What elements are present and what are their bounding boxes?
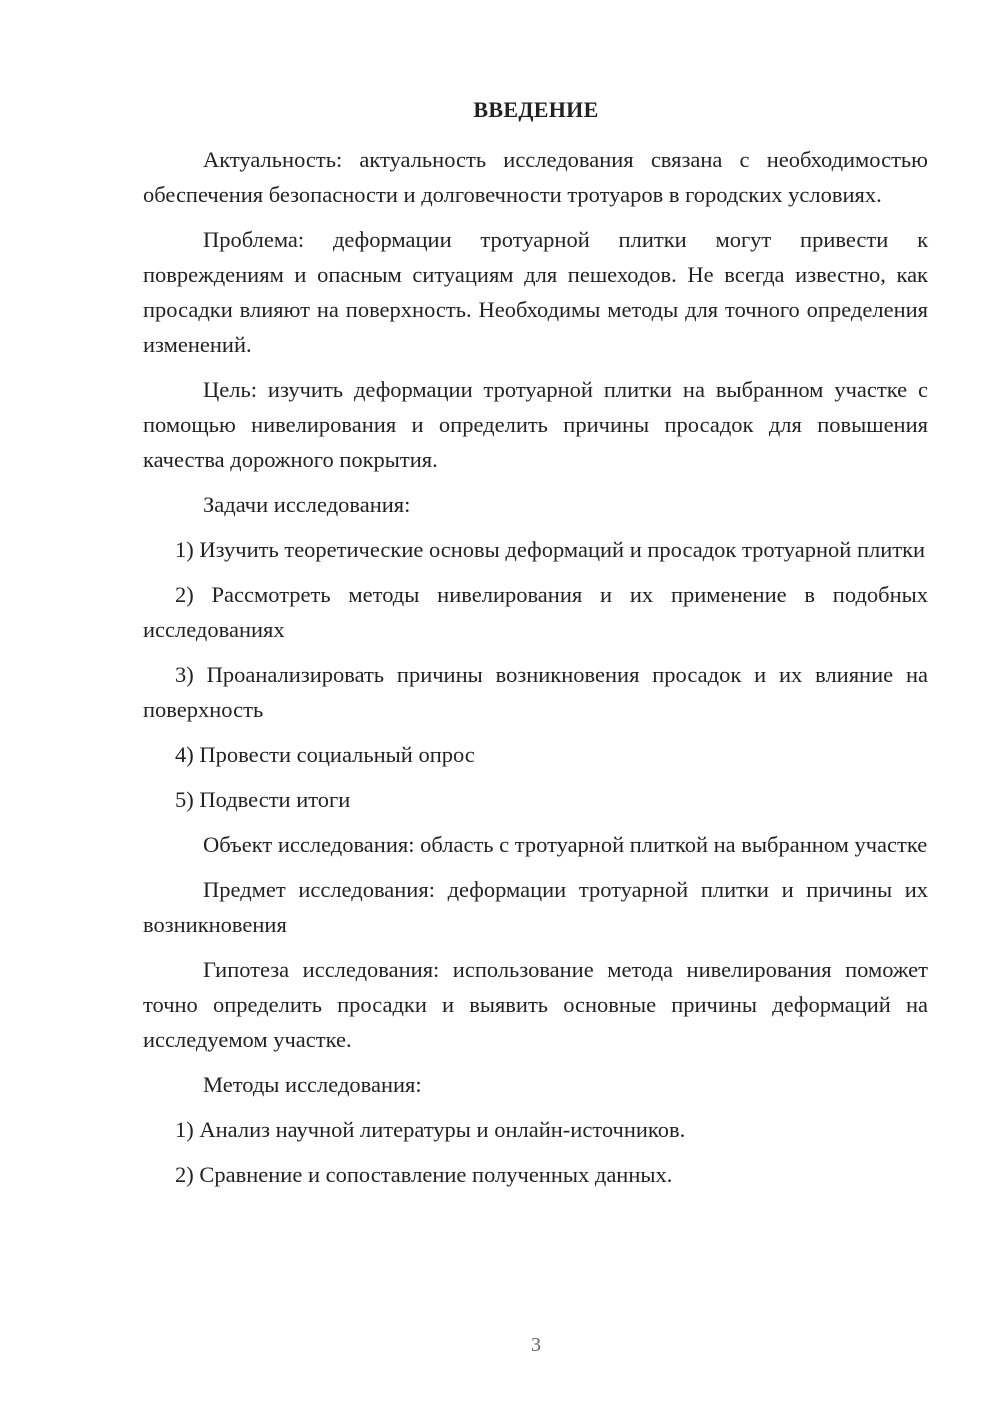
methods-heading: Методы исследования: [203,1072,422,1097]
goal-paragraph: Цель: изучить деформации тротуарной плитки на выбранном участке с помощью нивелирования и определить причины просадок для повышения качества дорожного покрытия. [143,377,928,472]
task-item: 4) Провести социальный опрос [175,742,475,767]
method-item: 2) Сравнение и сопоставление полученных данных. [175,1162,673,1187]
document-body [143,142,928,1192]
subject-paragraph: Предмет исследования: деформации тротуарной плитки и причины их возникновения [143,877,928,937]
relevance-paragraph: Актуальность: актуальность исследования связана с необходимостью обеспечения безопасности и долговечности тротуаров в городских условиях. [143,147,928,207]
hypothesis-paragraph: Гипотеза исследования: использование метода нивелирования поможет точно определить просадки и выявить основные причины деформаций на исследуемом участке. [143,957,928,1052]
object-paragraph: Объект исследования: область с тротуарной плиткой на выбранном участке [203,832,928,857]
page-title: ВВЕДЕНИЕ [473,97,599,122]
page-number: 3 [531,1334,541,1356]
task-item: 5) Подвести итоги [175,787,351,812]
method-item: 1) Анализ научной литературы и онлайн-источников. [175,1117,686,1142]
tasks-heading: Задачи исследования: [203,492,411,517]
task-item: 3) Проанализировать причины возникновения просадок и их влияние на поверхность [143,662,928,722]
task-item: 2) Рассмотреть методы нивелирования и их применение в подобных исследованиях [143,582,928,642]
problem-paragraph: Проблема: деформации тротуарной плитки могут привести к повреждениям и опасным ситуациям для пешеходов. Не всегда известно, как просадки влияют на поверхность. Необходимы методы для точного определения изменений. [143,227,928,357]
task-item: 1) Изучить теоретические основы деформаций и просадок тротуарной плитки [175,537,926,562]
